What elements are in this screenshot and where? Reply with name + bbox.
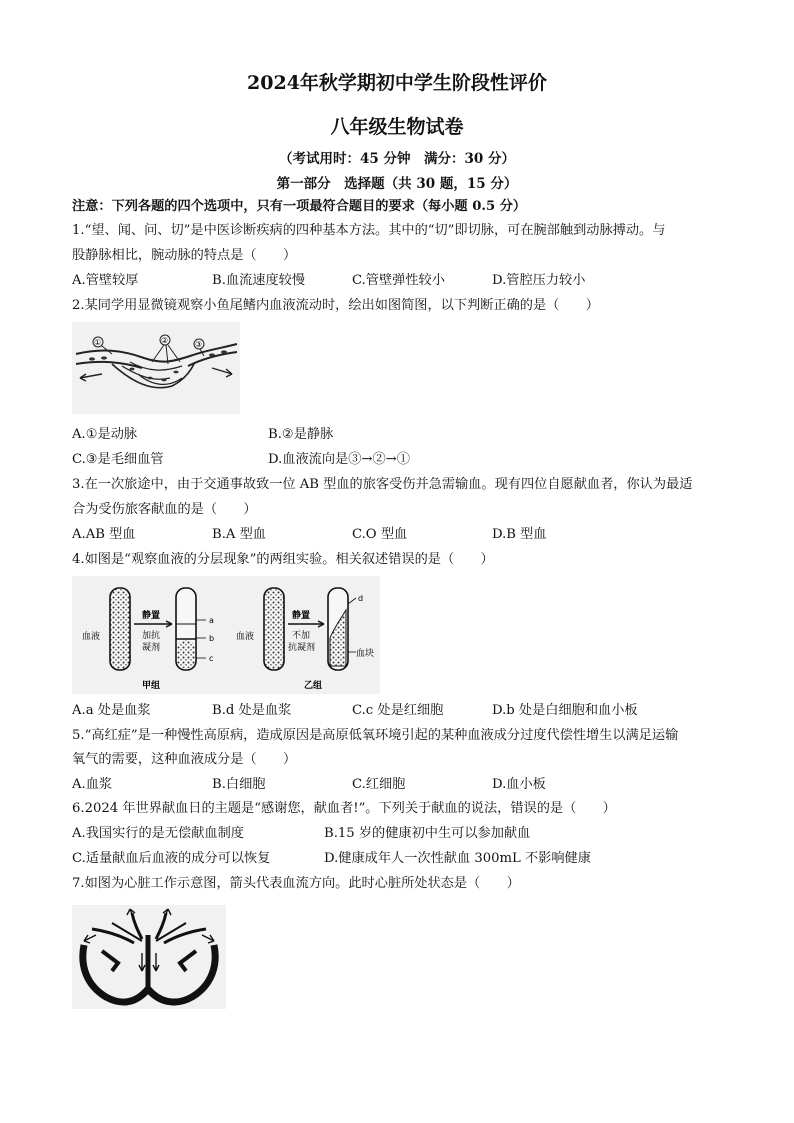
option-d: D.健康成年人一次性献血 300mL 不影响健康 [324,851,591,866]
option-c: C.c 处是红细胞 [352,703,444,718]
option-b: B.A 型血 [212,527,266,542]
question-text: 合为受伤旅客献血的是（ ） [72,502,257,517]
option-c: C.适量献血后血液的成分可以恢复 [72,851,271,866]
question-text: 4.如图是“观察血液的分层现象”的两组实验。相关叙述错误的是（ ） [72,552,494,567]
exam-title: 2024年秋学期初中学生阶段性评价 [247,72,547,94]
label-2: ② [161,336,169,345]
notice: 注意：下列各题的四个选项中，只有一项最符合题目的要求（每小题 0.5 分） [72,199,527,214]
step-text: 加抗 [142,631,161,641]
option-a: A.AB 型血 [72,527,136,542]
clot-label: 血块 [356,649,375,659]
subject-title: 八年级生物试卷 [330,116,464,138]
option-a: A.血浆 [72,777,113,792]
option-c: C.红细胞 [352,777,406,792]
step-text: 静置 [142,611,161,621]
option-c: C.O 型血 [352,527,408,542]
option-a: A.我国实行的是无偿献血制度 [72,826,244,841]
question-text: 7.如图为心脏工作示意图，箭头代表血流方向。此时心脏所处状态是（ ） [72,876,520,891]
blood-layer-experiment-figure [72,576,380,694]
heart-diagram-figure [72,905,226,1009]
option-b: B.②是静脉 [268,427,334,442]
option-c: C.管壁弹性较小 [352,273,445,288]
option-b: B.15 岁的健康初中生可以参加献血 [324,826,531,841]
option-b: B.血流速度较慢 [212,273,306,288]
fish-tail-blood-flow-figure [72,322,240,414]
step-text: 凝剂 [142,643,161,653]
option-d: D.血小板 [492,777,546,792]
layer-c-label: c [209,654,214,663]
group-b-caption: 乙组 [304,681,323,691]
step-text: 抗凝剂 [288,643,316,653]
option-a: A.a 处是血浆 [72,703,151,718]
exam-info: （考试用时：45 分钟 满分：30 分） [279,151,515,167]
label-1: ① [94,338,102,347]
question-text: 1.“望、闻、问、切”是中医诊断疾病的四种基本方法。其中的“切”即切脉，可在腕部触到动脉搏动。与 [72,223,666,238]
question-text: 5.“高红症”是一种慢性高原病，造成原因是高原低氧环境引起的某种血液成分过度代偿性增生以满足运输 [72,728,679,743]
option-d: D.血液流向是③→②→① [268,452,410,467]
option-b: B.白细胞 [212,777,266,792]
layer-b-label: b [209,634,215,643]
layer-a-label: a [209,616,214,625]
section-heading: 第一部分 选择题（共 30 题，15 分） [276,176,518,192]
question-text: 6.2024 年世界献血日的主题是“感谢您，献血者!”。下列关于献血的说法，错误的是（ ） [72,801,616,816]
option-a: A.①是动脉 [72,427,138,442]
option-b: B.d 处是血浆 [212,703,292,718]
step-text: 静置 [292,611,311,621]
question-text: 氧气的需要，这种血液成分是（ ） [72,752,297,767]
question-text: 2.某同学用显微镜观察小鱼尾鳍内血液流动时，绘出如图简图，以下判断正确的是（ ） [72,298,599,313]
label-3: ③ [195,340,203,349]
question-text: 股静脉相比，腕动脉的特点是（ ） [72,248,297,263]
option-d: D.B 型血 [492,527,547,542]
question-text: 3.在一次旅途中，由于交通事故致一位 AB 型血的旅客受伤并急需输血。现有四位自愿献血者，你认为最适 [72,477,693,492]
layer-d-label: d [358,594,364,603]
option-d: D.管腔压力较小 [492,273,586,288]
option-c: C.③是毛细血管 [72,452,164,467]
tube-label: 血液 [82,632,101,642]
step-text: 不加 [292,631,311,641]
tube-label: 血液 [236,632,255,642]
option-d: D.b 处是白细胞和血小板 [492,703,638,718]
group-a-caption: 甲组 [142,681,161,691]
option-a: A.管壁较厚 [72,273,139,288]
